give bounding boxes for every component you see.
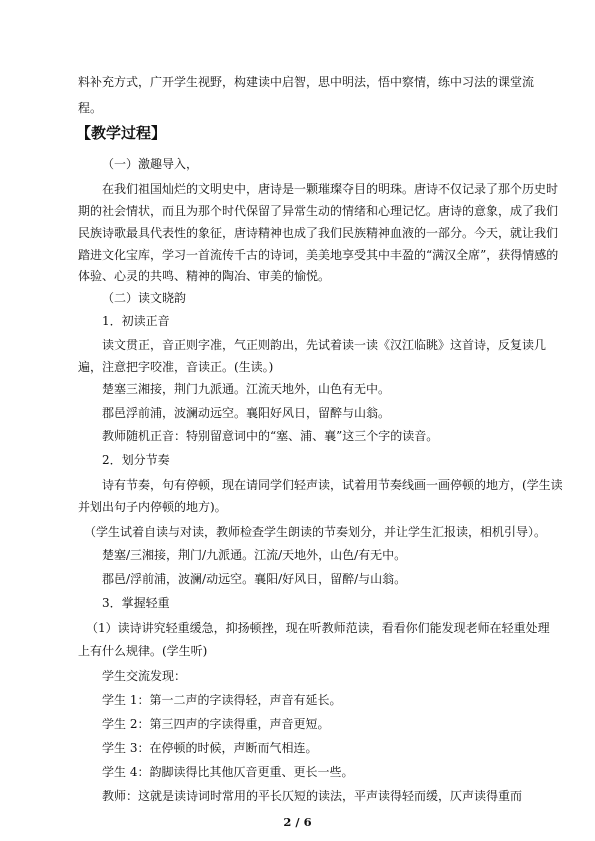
text-line: 上有什么规律。(学生听) bbox=[78, 644, 208, 658]
text-line: 学生 2：第三四声的字读得重，声音更短。 bbox=[102, 717, 330, 731]
text-line: 踏进文化宝库，学习一首流传千古的诗词，美美地享受其中丰盈的“满汉全席”，获得情感的 bbox=[78, 248, 559, 262]
text-line: 教师随机正音：特别留意词中的“塞、浦、襄”这三个字的读音。 bbox=[102, 429, 439, 443]
text-line: 体验、心灵的共鸣、精神的陶冶、审美的愉悦。 bbox=[78, 269, 331, 283]
text-line: 民族诗歌最具代表性的象征，唐诗精神也成了我们民族精神血液的一部分。今天，就让我们 bbox=[78, 226, 559, 240]
text-line: 3．掌握轻重 bbox=[102, 596, 170, 610]
text-line: 并划出句子内停顿的地方)。 bbox=[78, 500, 227, 514]
text-line: 学生 4：韵脚读得比其他仄音更重、更长一些。 bbox=[102, 765, 354, 779]
text-line: 学生 3：在停顿的时候，声断而气相连。 bbox=[102, 741, 318, 755]
text-line: 郡邑浮前浦，波澜动远空。襄阳好风日，留醉与山翁。 bbox=[102, 406, 391, 420]
text-line: 读文贯正，音正则字准，气正则韵出，先试着读一读《汉江临眺》这首诗，反复读几 bbox=[102, 338, 547, 352]
text-line: 料补充方式，广开学生视野，构建读中启智，思中明法，悟中察情，练中习法的课堂流 bbox=[78, 75, 535, 89]
text-line: 期的社会情状，而且为那个时代保留了异常生动的情绪和心理记忆。唐诗的意象，成了我们 bbox=[78, 204, 559, 218]
text-line: 1．初读正音 bbox=[102, 314, 170, 328]
text-line: 2．划分节奏 bbox=[102, 453, 170, 467]
text-line: 学生 1：第一二声的字读得轻，声音有延长。 bbox=[102, 693, 342, 707]
text-line: （一）激趣导入， bbox=[102, 157, 199, 171]
text-line: 学生交流发现： bbox=[102, 669, 187, 683]
text-line: （二）读文晓韵 bbox=[102, 291, 187, 305]
text-line: 郡邑/浮前浦，波澜/动远空。襄阳/好风日，留醉/与山翁。 bbox=[102, 572, 407, 586]
text-line: （1）读诗讲究轻重缓急，抑扬顿挫，现在听教师范读，看看你们能发现老师在轻重处理 bbox=[86, 621, 550, 635]
section-heading: 【教学过程】 bbox=[76, 124, 167, 142]
text-line: 程。 bbox=[78, 101, 103, 115]
page-number: 2 / 6 bbox=[283, 815, 312, 829]
text-line: 遍，注意把字咬准，音读正。(生读。) bbox=[78, 360, 274, 374]
text-line: 教师：这就是读诗词时常用的平长仄短的读法，平声读得轻而缓，仄声读得重而 bbox=[102, 789, 523, 803]
text-line: （学生试着自读与对读，教师检查学生朗读的节奏划分，并让学生汇报读，相机引导）。 bbox=[84, 525, 547, 539]
text-line: 诗有节奏，句有停顿，现在请同学们轻声读，试着用节奏线画一画停顿的地方，(学生读 bbox=[102, 478, 563, 492]
text-line: 楚塞三湘接，荆门九派通。江流天地外，山色有无中。 bbox=[102, 382, 391, 396]
text-line: 在我们祖国灿烂的文明史中，唐诗是一颗璀璨夺目的明珠。唐诗不仅记录了那个历史时 bbox=[102, 182, 559, 196]
text-line: 楚塞/三湘接，荆门/九派通。江流/天地外，山色/有无中。 bbox=[102, 548, 407, 562]
